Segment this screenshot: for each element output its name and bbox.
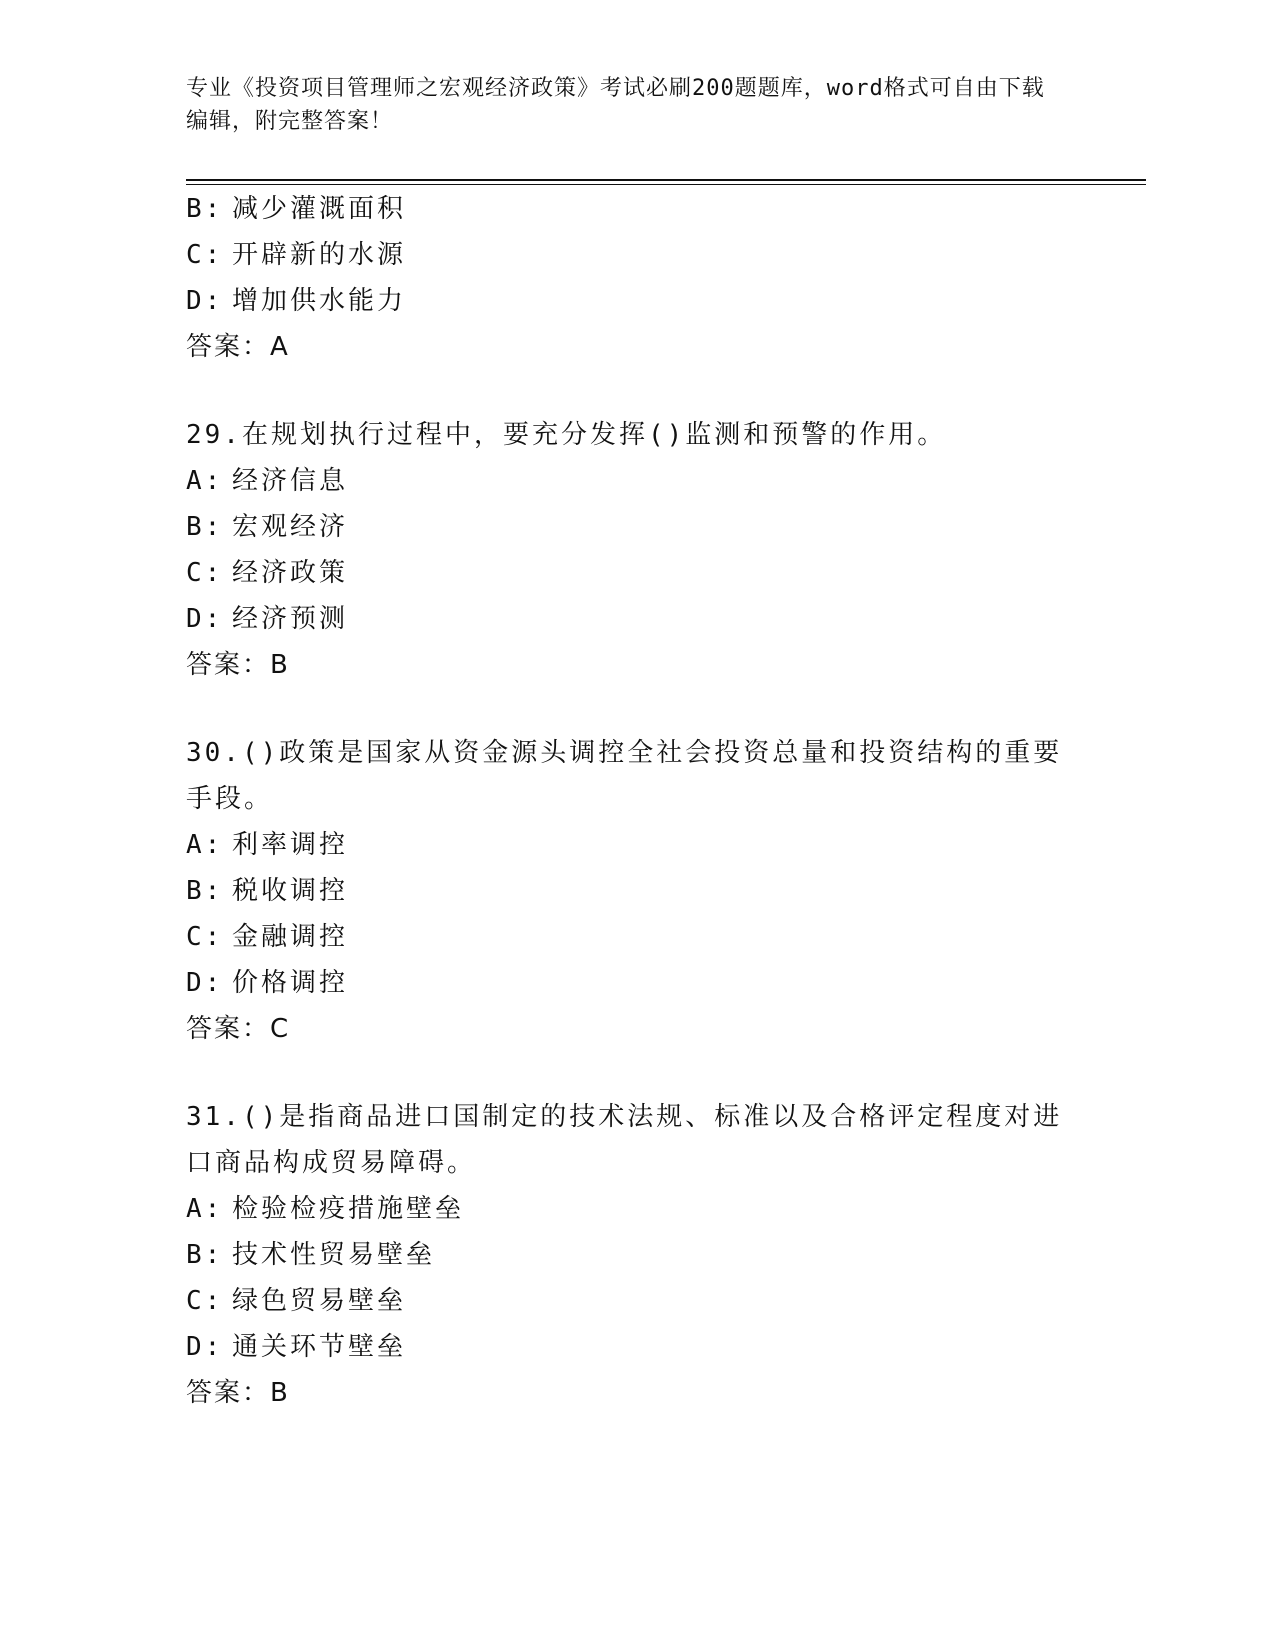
question-stem: 30.()政策是国家从资金源头调控全社会投资总量和投资结构的重要手段。 bbox=[186, 738, 1063, 814]
question-stem: 31.()是指商品进口国制定的技术法规、标准以及合格评定程度对进口商品构成贸易障碍。 bbox=[186, 1102, 1063, 1178]
option-c bbox=[186, 550, 1066, 596]
option-d bbox=[186, 1324, 1066, 1370]
option-text: 宏观经济 bbox=[232, 512, 349, 542]
option-letter: B: bbox=[186, 1240, 224, 1270]
option-text: 利率调控 bbox=[232, 830, 349, 860]
option-text: 开辟新的水源 bbox=[232, 240, 407, 270]
question-content bbox=[186, 186, 1066, 1416]
option-text: 金融调控 bbox=[232, 922, 349, 952]
option-a bbox=[186, 822, 1066, 868]
option-b bbox=[186, 504, 1066, 550]
header-divider-thick bbox=[186, 179, 1146, 181]
option-letter: D: bbox=[186, 286, 224, 316]
option-letter: D: bbox=[186, 968, 224, 998]
document-header bbox=[186, 72, 1066, 138]
spacer bbox=[186, 370, 1066, 412]
option-text: 经济预测 bbox=[232, 604, 349, 634]
option-letter: A: bbox=[186, 830, 224, 860]
option-letter: D: bbox=[186, 1332, 224, 1362]
option-letter: B: bbox=[186, 512, 224, 542]
option-c bbox=[186, 232, 1066, 278]
option-a bbox=[186, 458, 1066, 504]
option-a bbox=[186, 1186, 1066, 1232]
option-d bbox=[186, 960, 1066, 1006]
option-text: 价格调控 bbox=[232, 968, 349, 998]
option-b bbox=[186, 868, 1066, 914]
option-d bbox=[186, 278, 1066, 324]
option-text: 技术性贸易壁垒 bbox=[232, 1240, 436, 1270]
option-text: 减少灌溉面积 bbox=[232, 194, 407, 224]
question-30-block bbox=[186, 730, 1066, 1052]
spacer bbox=[186, 688, 1066, 730]
option-letter: B: bbox=[186, 876, 224, 906]
option-text: 通关环节壁垒 bbox=[232, 1332, 407, 1362]
option-text: 经济政策 bbox=[232, 558, 349, 588]
option-b bbox=[186, 1232, 1066, 1278]
answer-line: 答案：B bbox=[186, 1378, 290, 1408]
answer-line: 答案：B bbox=[186, 650, 290, 680]
option-text: 税收调控 bbox=[232, 876, 349, 906]
option-letter: A: bbox=[186, 466, 224, 496]
answer-line: 答案：A bbox=[186, 332, 290, 362]
option-text: 检验检疫措施壁垒 bbox=[232, 1194, 465, 1224]
option-letter: B: bbox=[186, 194, 224, 224]
question-29-block bbox=[186, 412, 1066, 688]
option-letter: A: bbox=[186, 1194, 224, 1224]
spacer bbox=[186, 1052, 1066, 1094]
option-b bbox=[186, 186, 1066, 232]
option-d bbox=[186, 596, 1066, 642]
carryover-question-block bbox=[186, 186, 1066, 370]
answer-line: 答案：C bbox=[186, 1014, 291, 1044]
option-letter: C: bbox=[186, 922, 224, 952]
option-c bbox=[186, 1278, 1066, 1324]
option-text: 经济信息 bbox=[232, 466, 349, 496]
question-stem: 29.在规划执行过程中，要充分发挥()监测和预警的作用。 bbox=[186, 420, 947, 450]
option-letter: D: bbox=[186, 604, 224, 634]
question-31-block bbox=[186, 1094, 1066, 1416]
option-letter: C: bbox=[186, 558, 224, 588]
option-text: 绿色贸易壁垒 bbox=[232, 1286, 407, 1316]
header-divider-thin bbox=[186, 184, 1146, 185]
header-title: 专业《投资项目管理师之宏观经济政策》考试必刷200题题库，word格式可自由下载编辑，附完整答案！ bbox=[186, 76, 1045, 134]
option-letter: C: bbox=[186, 240, 224, 270]
option-text: 增加供水能力 bbox=[232, 286, 407, 316]
option-letter: C: bbox=[186, 1286, 224, 1316]
option-c bbox=[186, 914, 1066, 960]
